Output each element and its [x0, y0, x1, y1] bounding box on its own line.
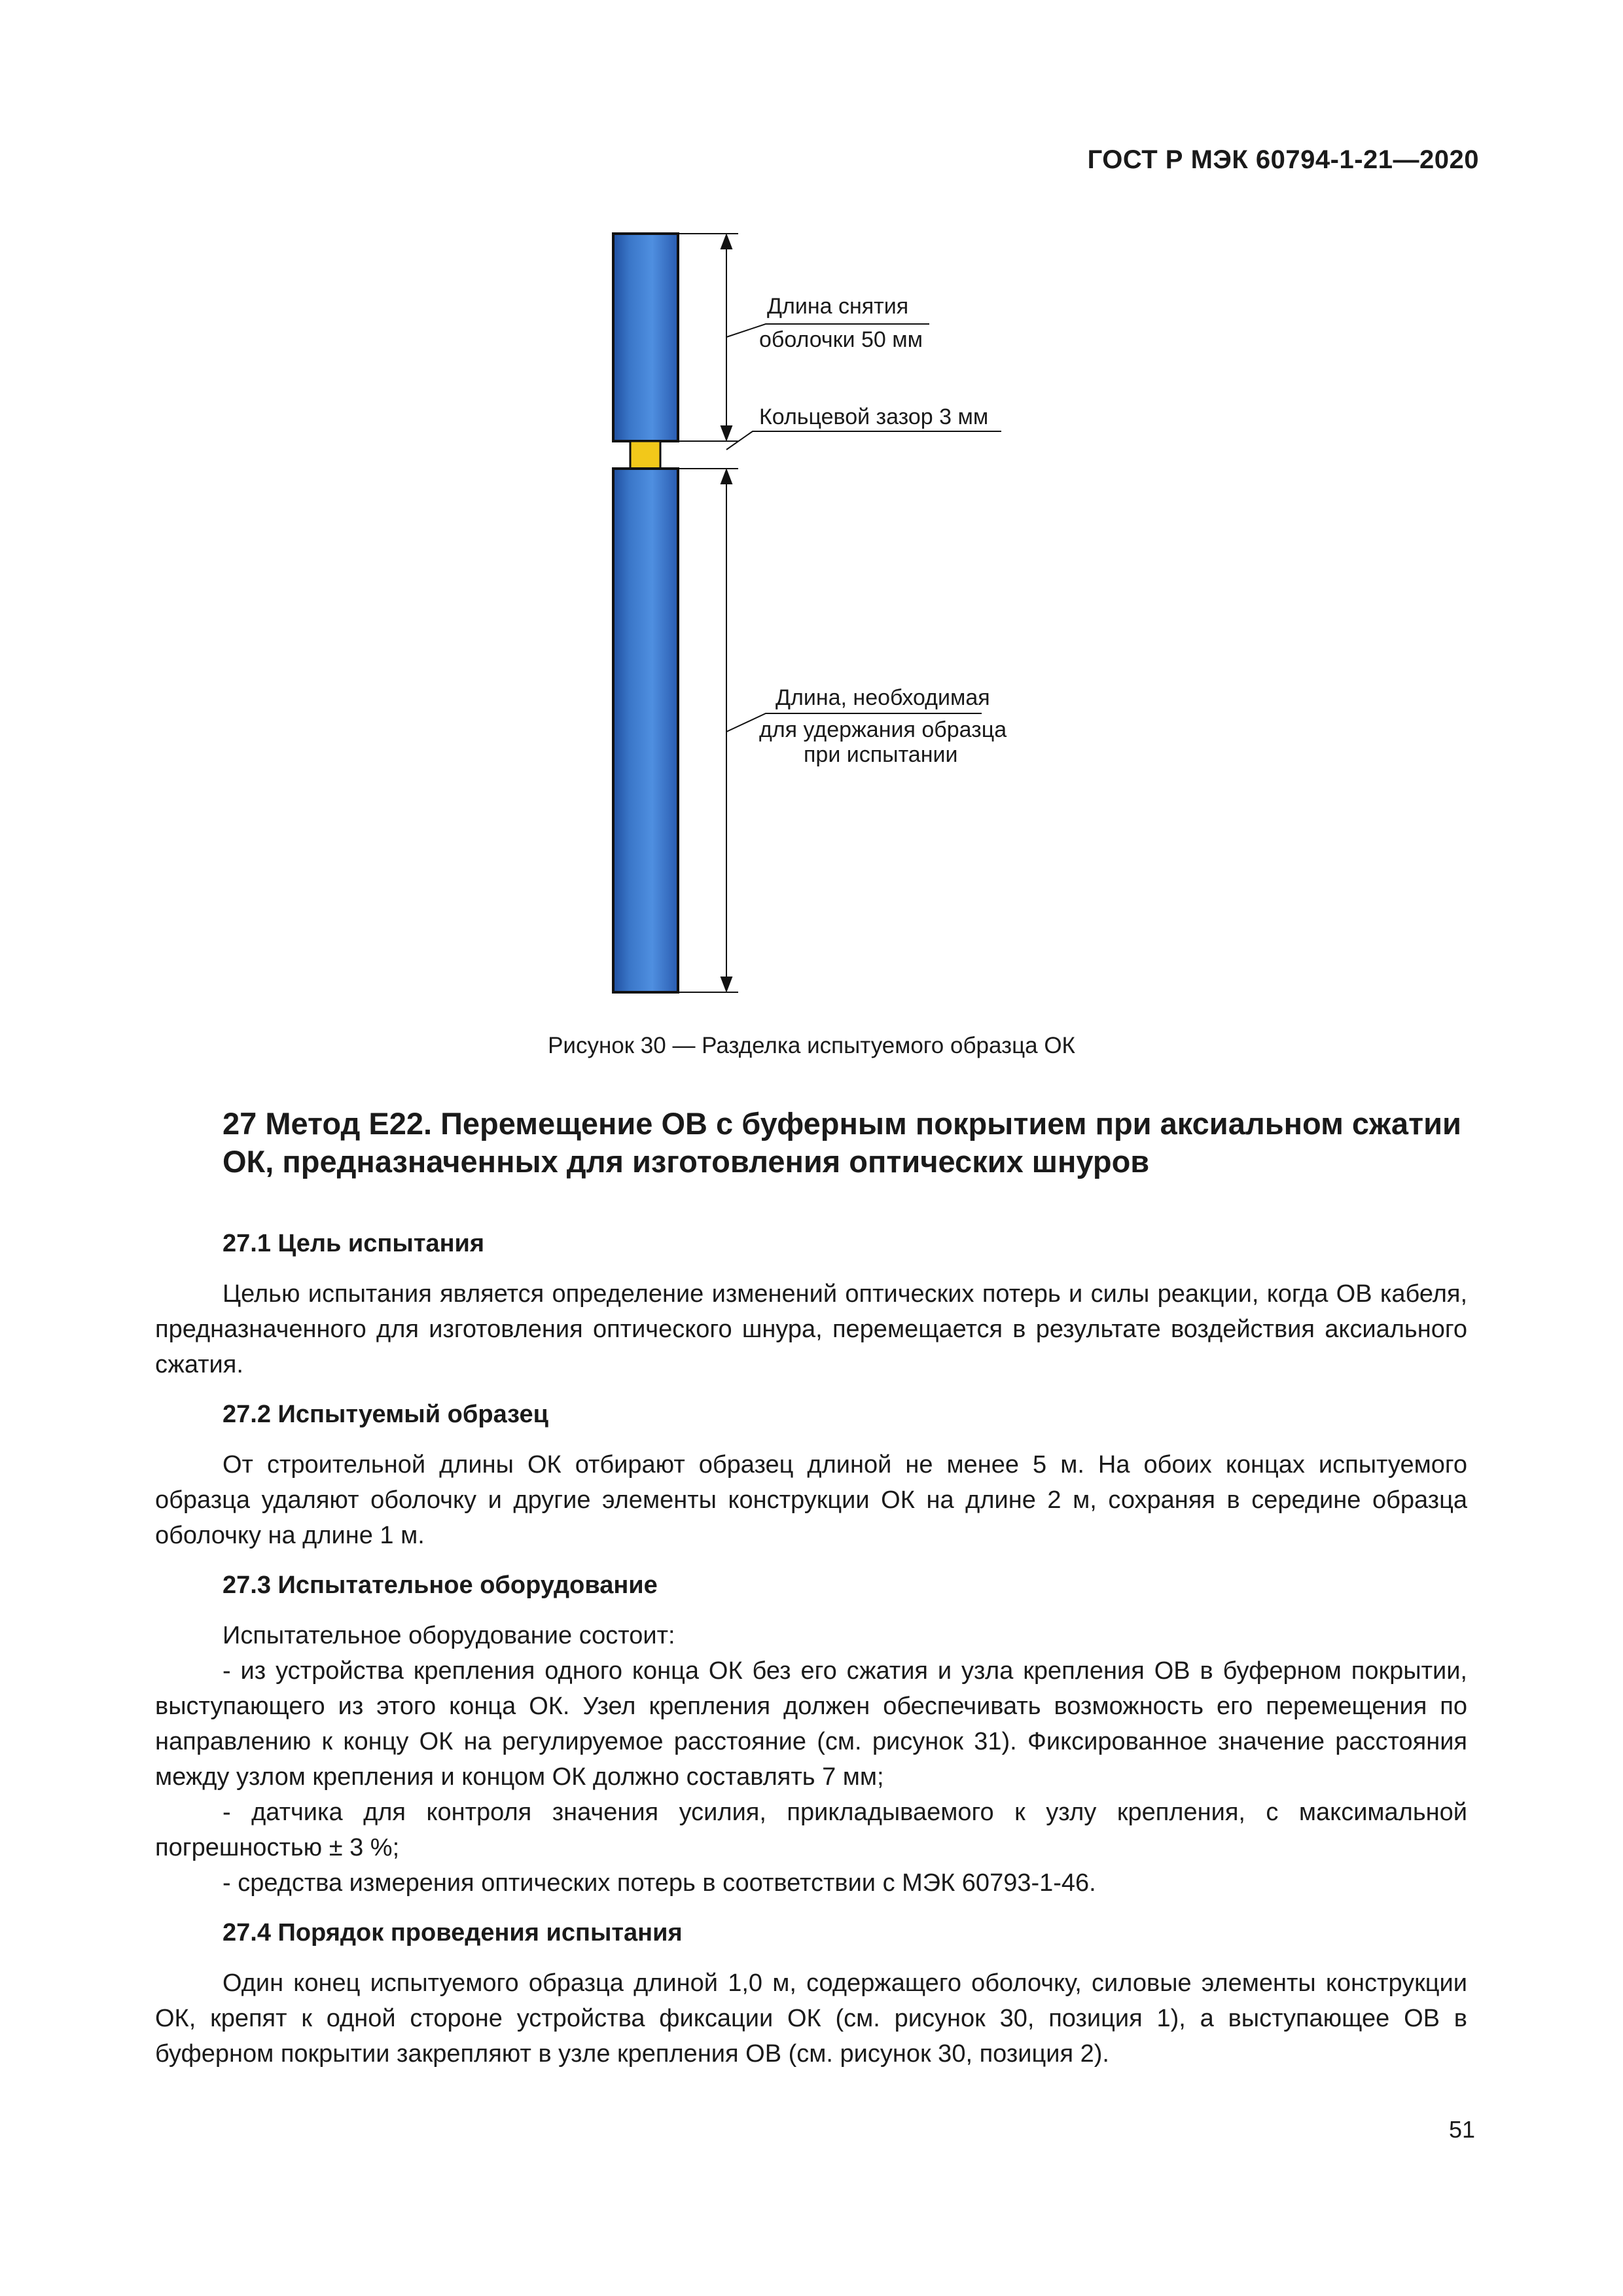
- document-header: ГОСТ Р МЭК 60794-1-21—2020: [1087, 145, 1479, 174]
- dimension-extension-lines: [678, 234, 738, 992]
- label-strip-line2: оболочки 50 мм: [759, 327, 923, 352]
- subsection-27-2-heading: 27.2 Испытуемый образец: [223, 1401, 549, 1428]
- label-strip-line1: Длина снятия: [767, 294, 909, 319]
- label-gap: Кольцевой зазор 3 мм: [759, 404, 989, 429]
- cable-upper-section: [613, 234, 678, 441]
- equipment-list: [155, 1618, 1467, 1901]
- cable-sample-figure: [0, 0, 1623, 1021]
- page-number: 51: [1448, 2116, 1475, 2143]
- leader-lines: [726, 324, 1001, 732]
- list-item: - датчика для контроля значения усилия, прикладываемого к узлу крепления, с максимальной погрешностью ± 3 %;: [155, 1799, 1467, 1861]
- subsection-27-1-text: Целью испытания является определение изменений оптических потерь и силы реакции, когда ОВ кабеля, предназначенного для изготовления оптического шнура, перемещается в результате воздействия аксиального сжатия.: [155, 1280, 1467, 1378]
- figure-caption: Рисунок 30 — Разделка испытуемого образца ОК: [548, 1033, 1075, 1058]
- list-item: - средства измерения оптических потерь в соответствии с МЭК 60793-1-46.: [223, 1869, 1096, 1897]
- subsection-27-2-text: От строительной длины ОК отбирают образец длиной не менее 5 м. На обоих концах испытуемого образца удаляют оболочку и другие элементы конструкции ОК на длине 2 м, сохраняя в середине образца оболочку на длине 1 м.: [155, 1451, 1467, 1549]
- dimension-strip-length: [721, 235, 732, 440]
- ring-gap: [630, 441, 660, 469]
- section-title: 27 Метод Е22. Перемещение ОВ с буферным покрытием при аксиальном сжатии ОК, предназначенных для изготовления оптических шнуров: [223, 1106, 1461, 1179]
- label-hold-line2: для удержания образца: [759, 717, 1007, 742]
- subsection-27-1-heading: 27.1 Цель испытания: [223, 1230, 485, 1257]
- section-27: [155, 1105, 1467, 2090]
- subsection-27-4-heading: 27.4 Порядок проведения испытания: [223, 1919, 683, 1946]
- label-hold-line1: Длина, необходимая: [776, 685, 990, 710]
- list-item: - из устройства крепления одного конца ОК без его сжатия и узла крепления ОВ в буферном покрытии, выступающего из этого конца ОК. Узел крепления должен обеспечивать возможность его перемещения по направлению к концу ОК на регулируемое расстояние (см. рисунок 31). Фиксированное значение расстояния между узлом крепления и концом ОК должно составлять 7 мм;: [155, 1657, 1467, 1791]
- label-hold-line3: при испытании: [804, 742, 958, 767]
- equipment-intro: Испытательное оборудование состоит:: [223, 1622, 675, 1649]
- cable-lower-section: [613, 469, 678, 992]
- subsection-27-3-heading: 27.3 Испытательное оборудование: [223, 1571, 658, 1599]
- subsection-27-4-text: Один конец испытуемого образца длиной 1,0 м, содержащего оболочку, силовые элементы конструкции ОК, крепят к одной стороне устройства фиксации ОК (см. рисунок 30, позиция 1), а выступающее ОВ в буферном покрытии закрепляют в узле крепления ОВ (см. рисунок 30, позиция 2).: [155, 1969, 1467, 2068]
